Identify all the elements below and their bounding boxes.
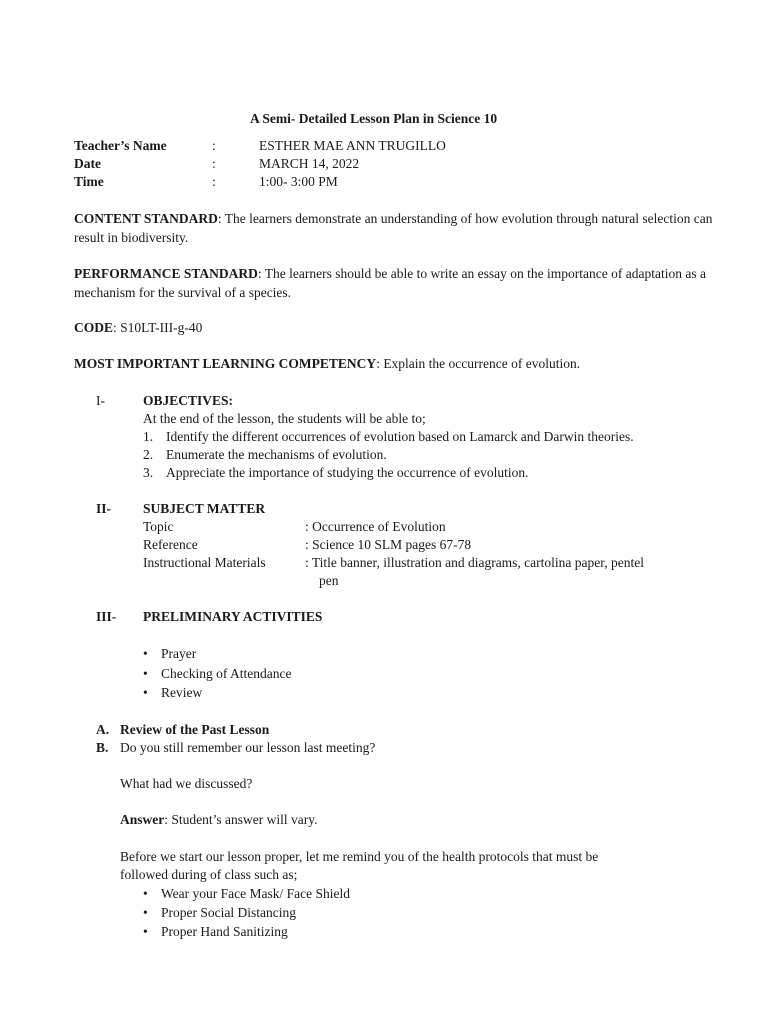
question-line: What had we discussed? (120, 776, 253, 791)
performance-standard-label: PERFORMANCE STANDARD (74, 266, 258, 281)
reference-value: : Science 10 SLM pages 67-78 (305, 537, 472, 552)
answer-text: : Student’s answer will vary. (164, 812, 318, 827)
preliminary-heading: PRELIMINARY ACTIVITIES (143, 609, 323, 624)
objective-num: 1. (143, 429, 154, 444)
code-text: : S10LT-III-g-40 (113, 320, 203, 335)
item-b-text: Do you still remember our lesson last meeting? (120, 740, 376, 755)
item-b-letter: B. (96, 740, 109, 755)
time-colon: : (212, 174, 216, 189)
answer-label: Answer (120, 812, 165, 827)
melc-label: MOST IMPORTANT LEARNING COMPETENCY (74, 356, 377, 371)
teacher-name-colon: : (212, 138, 216, 153)
content-standard (74, 209, 714, 247)
bullet-icon: • (143, 886, 148, 901)
list-item: Wear your Face Mask/ Face Shield (161, 886, 350, 901)
objectives-intro: At the end of the lesson, the students will be able to; (143, 411, 426, 426)
melc-line (74, 355, 580, 373)
bullet-icon: • (143, 924, 148, 939)
topic-label: Topic (143, 519, 174, 534)
item-a-letter: A. (96, 722, 110, 737)
list-item: Checking of Attendance (161, 666, 292, 681)
materials-value-cont: pen (319, 573, 339, 588)
teacher-name-value: ESTHER MAE ANN TRUGILLO (259, 138, 446, 153)
materials-value: : Title banner, illustration and diagrams, cartolina paper, pentel (305, 555, 644, 570)
performance-standard (74, 264, 714, 302)
list-item: Prayer (161, 646, 197, 661)
list-item: Proper Hand Sanitizing (161, 924, 288, 939)
content-standard-label: CONTENT STANDARD (74, 211, 218, 226)
protocol-intro-line1: Before we start our lesson proper, let me remind you of the health protocols that must be (120, 849, 599, 864)
objective-num: 3. (143, 465, 154, 480)
teacher-name-label: Teacher’s Name (74, 138, 167, 153)
melc-text: : Explain the occurrence of evolution. (376, 356, 581, 371)
reference-label: Reference (143, 537, 198, 552)
subject-matter-numeral: II- (96, 501, 112, 516)
materials-label: Instructional Materials (143, 555, 266, 570)
bullet-icon: • (143, 666, 148, 681)
protocol-intro-line2: followed during of class such as; (120, 867, 298, 882)
bullet-icon: • (143, 646, 148, 661)
time-value: 1:00- 3:00 PM (259, 174, 338, 189)
item-a-text: Review of the Past Lesson (120, 722, 270, 737)
date-label: Date (74, 156, 101, 171)
answer-line (120, 811, 317, 829)
document-title: A Semi- Detailed Lesson Plan in Science 10 (250, 111, 498, 126)
objective-text: Identify the different occurrences of evolution based on Lamarck and Darwin theories. (166, 429, 634, 444)
objective-text: Enumerate the mechanisms of evolution. (166, 447, 387, 462)
date-colon: : (212, 156, 216, 171)
content-standard-text: : The learners demonstrate an understanding of how evolution through natural selection can result in biodiversity. (74, 211, 713, 245)
objective-num: 2. (143, 447, 154, 462)
time-label: Time (74, 174, 104, 189)
objectives-numeral: I- (96, 393, 105, 408)
list-item: Review (161, 685, 203, 700)
topic-value: : Occurrence of Evolution (305, 519, 446, 534)
list-item: Proper Social Distancing (161, 905, 296, 920)
bullet-icon: • (143, 685, 148, 700)
bullet-icon: • (143, 905, 148, 920)
preliminary-numeral: III- (96, 609, 117, 624)
subject-matter-heading: SUBJECT MATTER (143, 501, 266, 516)
code-label: CODE (74, 320, 114, 335)
date-value: MARCH 14, 2022 (259, 156, 360, 171)
code-line (74, 319, 202, 337)
objectives-heading: OBJECTIVES: (143, 393, 234, 408)
performance-standard-text: : The learners should be able to write an essay on the importance of adaptation as a mechanism for the survival of a species. (74, 266, 706, 300)
objective-text: Appreciate the importance of studying the occurrence of evolution. (166, 465, 529, 480)
